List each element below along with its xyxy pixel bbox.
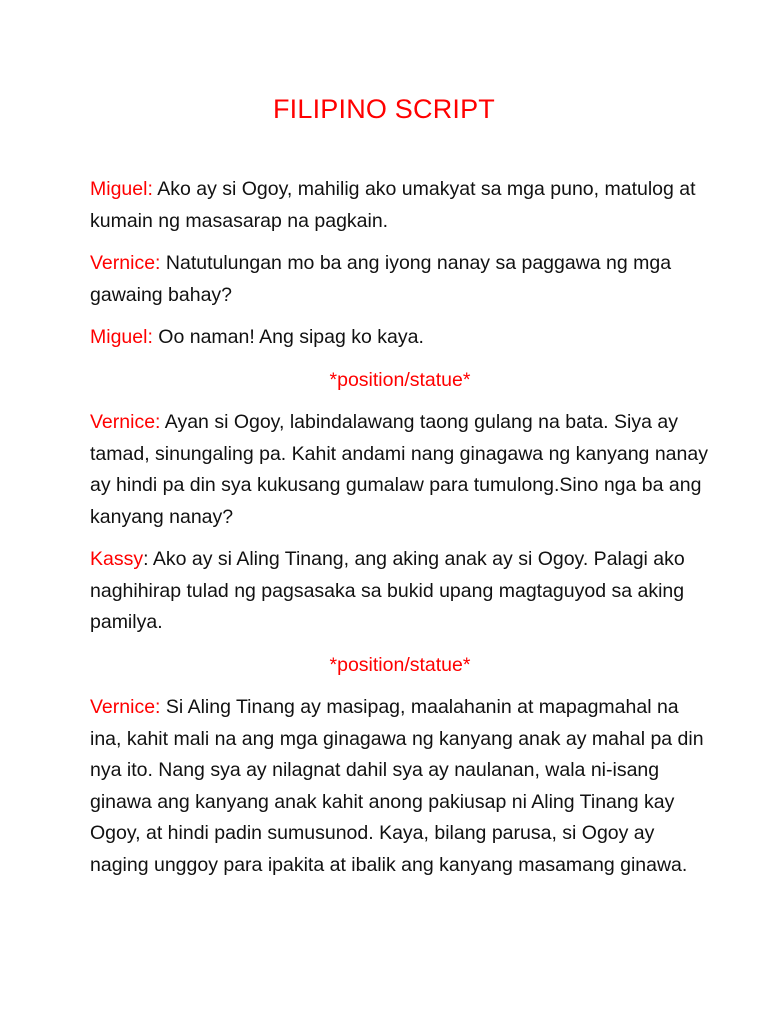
page-title: FILIPINO SCRIPT bbox=[272, 94, 496, 124]
speaker-name: Vernice: bbox=[90, 696, 161, 718]
speaker-name: Vernice: bbox=[90, 411, 161, 433]
speaker-name: Kassy bbox=[90, 548, 144, 570]
dialogue-line bbox=[90, 248, 710, 311]
dialogue-line bbox=[90, 174, 710, 237]
script-body bbox=[90, 174, 710, 892]
speaker-name: Miguel: bbox=[90, 326, 153, 348]
dialogue-line bbox=[90, 692, 710, 881]
stage-direction: *position/statue* bbox=[329, 368, 471, 391]
dialogue-text: Si Aling Tinang ay masipag, maalahanin at mapagmahal na ina, kahit mali na ang mga ginagawa ng kanyang anak ay mahal pa din nya ito. Nang sya ay nilagnat dahil sya ay naulanan, wala ni-isang ginawa ang kanyang anak kahit anong pakiusap ni Aling Tinang kay Ogoy, at hindi padin sumusunod. Kaya, bilang parusa, si Ogoy ay naging unggoy para ipakita at ibalik ang kanyang masamang ginawa. bbox=[90, 696, 704, 876]
stage-direction: *position/statue* bbox=[329, 653, 471, 676]
dialogue-line bbox=[90, 407, 710, 533]
dialogue-line bbox=[90, 322, 710, 354]
dialogue-text: Ayan si Ogoy, labindalawang taong gulang na bata. Siya ay tamad, sinungaling pa. Kahit andami nang ginagawa ng kanyang nanay ay hindi pa din sya kukusang gumalaw para tumulong.Sino nga ba ang kanyang nanay? bbox=[90, 411, 708, 528]
dialogue-text: Natutulungan mo ba ang iyong nanay sa paggawa ng mga gawaing bahay? bbox=[90, 252, 672, 306]
speaker-name: Miguel: bbox=[90, 178, 153, 200]
dialogue-text: : Ako ay si Aling Tinang, ang aking anak ay si Ogoy. Palagi ako naghihirap tulad ng pagsasaka sa bukid upang magtaguyod sa aking pamilya. bbox=[90, 548, 685, 633]
speaker-name: Vernice: bbox=[90, 252, 161, 274]
dialogue-text: Ako ay si Ogoy, mahilig ako umakyat sa mga puno, matulog at kumain ng masasarap na pagkain. bbox=[90, 178, 696, 232]
dialogue-line bbox=[90, 544, 710, 639]
dialogue-text: Oo naman! Ang sipag ko kaya. bbox=[152, 326, 424, 348]
